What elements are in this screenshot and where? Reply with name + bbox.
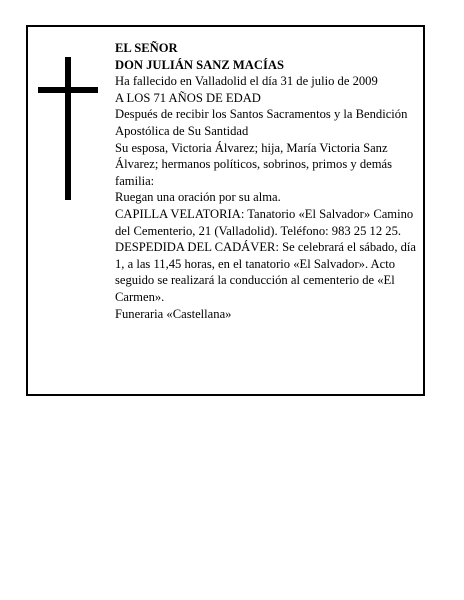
death-statement: Ha fallecido en Valladolid el día 31 de julio de 2009 (115, 74, 378, 89)
deceased-name: DON JULIÁN SANZ MACÍAS (115, 57, 284, 72)
obituary-notice (26, 25, 425, 396)
age-statement: A LOS 71 AÑOS DE EDAD (115, 90, 261, 105)
obituary-text (115, 40, 420, 322)
sacraments-statement: Después de recibir los Santos Sacramentos y la Bendición Apostólica de Su Santidad (115, 107, 408, 138)
cross-horizontal-bar (38, 87, 98, 93)
cross-vertical-bar (65, 57, 71, 200)
family-list: Su esposa, Victoria Álvarez; hija, María Victoria Sanz Álvarez; hermanos políticos, sobrinos, primos y demás familia: (115, 140, 393, 188)
cross-icon (38, 57, 98, 200)
chapel-info: CAPILLA VELATORIA: Tanatorio «El Salvador» Camino del Cementerio, 21 (Valladolid). Teléfono: 983 25 12 25. (115, 206, 414, 238)
deceased-title: EL SEÑOR (115, 41, 178, 55)
farewell-info: DESPEDIDA DEL CADÁVER: Se celebrará el sábado, día 1, a las 11,45 horas, en el tanatorio «El Salvador». Acto seguido se realizará la conducción al cementerio de «El Carmen». (115, 240, 417, 304)
funeral-home: Funeraria «Castellana» (115, 306, 232, 321)
prayer-request: Ruegan una oración por su alma. (115, 190, 281, 205)
